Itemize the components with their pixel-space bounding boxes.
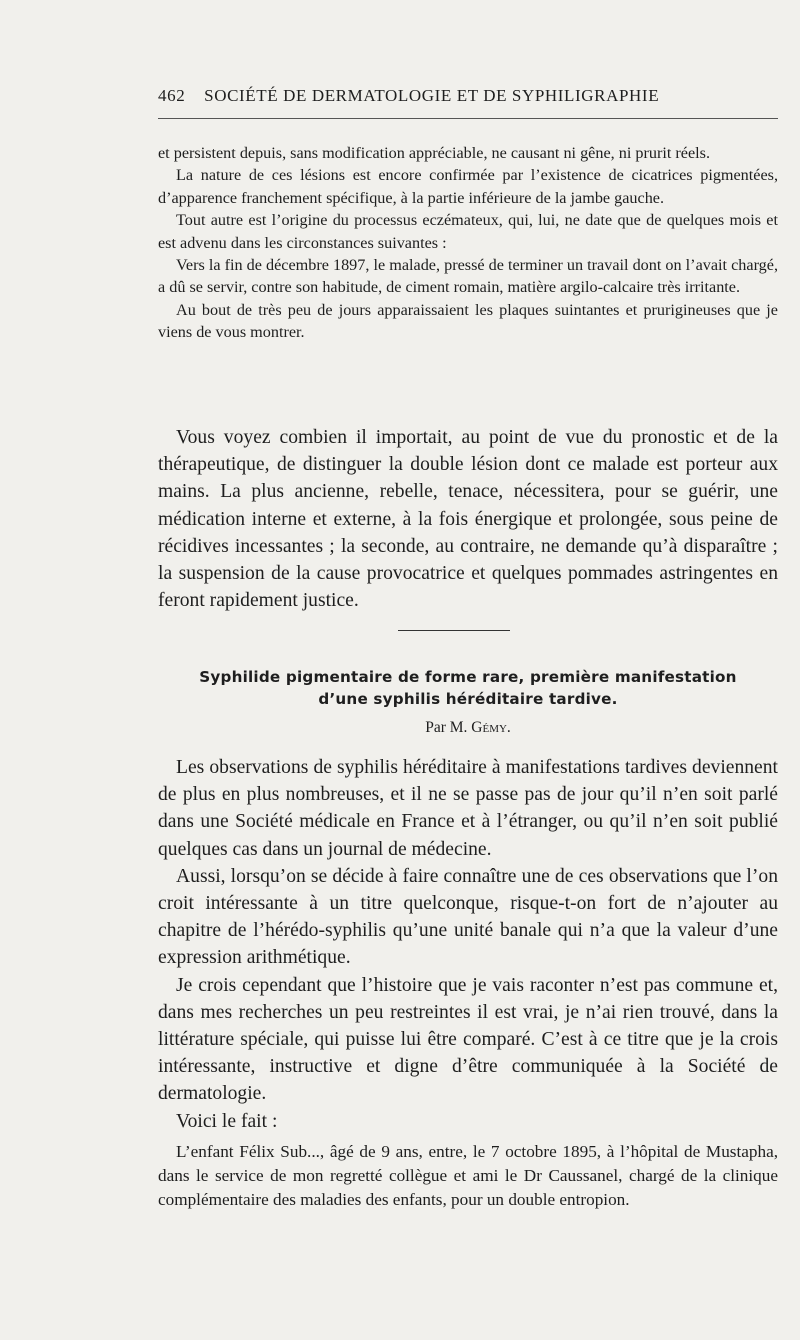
previous-article-continuation [158, 142, 778, 344]
byline-author: Gémy. [471, 719, 511, 736]
paragraph: Je crois cependant que l’histoire que je vais raconter n’est pas commune et, dans mes recherches un peu restreintes il est vrai, je n’ai rien trouvé, dans la littérature spéciale, qui puisse lui être comparé. C’est à ce titre que je la crois intéressante, instructive et digne d’être communiquée à la Société de dermatologie. [158, 974, 778, 1105]
running-header [158, 86, 778, 106]
paragraph: Voici le fait : [176, 1110, 278, 1132]
paragraph: Aussi, lorsqu’on se décide à faire connaître une de ces observations que l’on croit intéressante à un titre quelconque, risque-t-on fort de n’ajouter au chapitre de l’hérédo-syphilis qu’une unité banale qui n’a que la valeur d’une expression arithmétique. [158, 865, 778, 969]
paragraph: Vers la fin de décembre 1897, le malade, pressé de terminer un travail dont on l’avait chargé, a dû se servir, contre son habitude, de ciment romain, matière argilo-calcaire très irritante. [158, 256, 778, 297]
article-title-line: Syphilide pigmentaire de forme rare, première manifestation [199, 668, 737, 686]
section-separator [398, 630, 510, 631]
running-title: SOCIÉTÉ DE DERMATOLOGIE ET DE SYPHILIGRAPHIE [204, 86, 660, 105]
page-number: 462 [158, 86, 186, 105]
header-rule [158, 118, 778, 119]
case-report [158, 1140, 778, 1212]
paragraph: Tout autre est l’origine du processus eczémateux, qui, lui, ne date que de quelques mois et est advenu dans les circonstances suivantes : [158, 211, 778, 252]
previous-article-conclusion [158, 424, 778, 614]
article-body [158, 754, 778, 1135]
article-title-line: d’une syphilis héréditaire tardive. [318, 690, 618, 708]
paragraph: La nature de ces lésions est encore confirmée par l’existence de cicatrices pigmentées, d’apparence franchement spécifique, à la partie inférieure de la jambe gauche. [158, 166, 778, 207]
paragraph: et persistent depuis, sans modification appréciable, ne causant ni gêne, ni prurit réels. [158, 144, 710, 162]
byline-prefix: Par M. [425, 719, 468, 736]
article-title [158, 666, 778, 710]
paragraph: Au bout de très peu de jours apparaissaient les plaques suintantes et prurigineuses que je viens de vous montrer. [158, 300, 778, 342]
paragraph: Vous voyez combien il importait, au point de vue du pronostic et de la thérapeutique, de distinguer la double lésion dont ce malade est porteur aux mains. La plus ancienne, rebelle, tenace, nécessitera, pour se guérir, une médication interne et externe, à la fois énergique et prolongée, sous peine de récidives incessantes ; la seconde, au contraire, ne demande qu’à disparaître ; la suspension de la cause provocatrice et quelques pommades astringentes en feront rapidement justice. [158, 427, 778, 612]
article-byline [158, 719, 778, 737]
paragraph: Les observations de syphilis héréditaire à manifestations tardives deviennent de plus en plus nombreuses, et il ne se passe pas de jour qu’il n’en soit parlé dans une Société médicale en France et à l’étranger, ou qu’il n’en soit publié quelques cas dans un journal de médecine. [158, 757, 778, 860]
paragraph: L’enfant Félix Sub..., âgé de 9 ans, entre, le 7 octobre 1895, à l’hôpital de Mustapha, dans le service de mon regretté collègue et ami le Dr Caussanel, chargé de la clinique complémentaire des maladies des enfants, pour un double entropion. [158, 1142, 778, 1209]
